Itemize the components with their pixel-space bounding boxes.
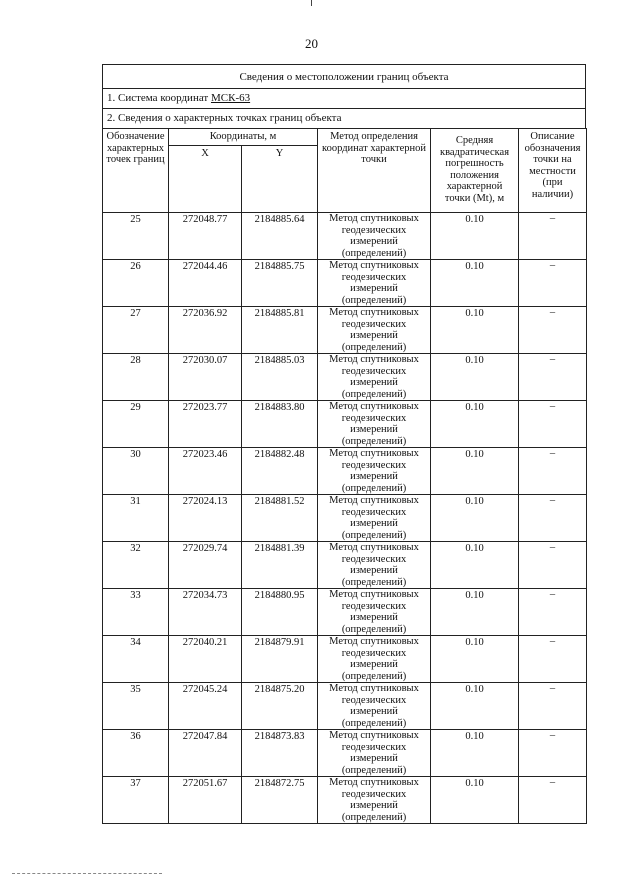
error: 0.10 <box>431 354 519 401</box>
point-number: 35 <box>103 683 169 730</box>
description: – <box>519 777 587 824</box>
coord-x: 272040.21 <box>169 636 242 683</box>
error: 0.10 <box>431 260 519 307</box>
coord-x: 272045.24 <box>169 683 242 730</box>
method: Метод спутниковых геодезических измерений (определений) <box>318 683 431 730</box>
coord-y: 2184881.39 <box>242 542 318 589</box>
coord-y: 2184882.48 <box>242 448 318 495</box>
coord-x: 272044.46 <box>169 260 242 307</box>
coord-y: 2184873.83 <box>242 730 318 777</box>
point-number: 31 <box>103 495 169 542</box>
header-description: Описание обозначения точки на местности (при наличии) <box>519 129 587 213</box>
table-row <box>103 777 587 824</box>
method: Метод спутниковых геодезических измерений (определений) <box>318 213 431 260</box>
description: – <box>519 213 587 260</box>
error: 0.10 <box>431 448 519 495</box>
coord-y: 2184883.80 <box>242 401 318 448</box>
error: 0.10 <box>431 683 519 730</box>
coord-x: 272036.92 <box>169 307 242 354</box>
error: 0.10 <box>431 401 519 448</box>
method: Метод спутниковых геодезических измерений (определений) <box>318 730 431 777</box>
page-number: 20 <box>305 36 318 51</box>
coord-y: 2184880.95 <box>242 589 318 636</box>
table-row <box>103 448 587 495</box>
table-row <box>103 401 587 448</box>
point-number: 32 <box>103 542 169 589</box>
coord-x: 272029.74 <box>169 542 242 589</box>
error: 0.10 <box>431 589 519 636</box>
coordinate-system-label: 1. Система координат <box>107 92 211 104</box>
table-row <box>103 636 587 683</box>
table-row <box>103 683 587 730</box>
method: Метод спутниковых геодезических измерений (определений) <box>318 495 431 542</box>
description: – <box>519 636 587 683</box>
error: 0.10 <box>431 495 519 542</box>
coord-y: 2184872.75 <box>242 777 318 824</box>
table-row <box>103 260 587 307</box>
coordinate-system-line <box>102 88 586 108</box>
header-method: Метод определения координат характерной точки <box>318 129 431 213</box>
method: Метод спутниковых геодезических измерений (определений) <box>318 589 431 636</box>
description: – <box>519 730 587 777</box>
table-row <box>103 730 587 777</box>
point-number: 25 <box>103 213 169 260</box>
coord-y: 2184885.75 <box>242 260 318 307</box>
section-title <box>102 64 586 88</box>
header-y: Y <box>242 146 318 213</box>
description: – <box>519 307 587 354</box>
coord-y: 2184885.64 <box>242 213 318 260</box>
table-row <box>103 542 587 589</box>
point-number: 26 <box>103 260 169 307</box>
table-row <box>103 213 587 260</box>
header-designation: Обозначение характерных точек границ <box>103 129 169 213</box>
coord-x: 272023.46 <box>169 448 242 495</box>
method: Метод спутниковых геодезических измерений (определений) <box>318 401 431 448</box>
boundary-points-table <box>102 128 587 824</box>
points-heading-text: 2. Сведения о характерных точках границ объекта <box>107 112 342 124</box>
description: – <box>519 683 587 730</box>
point-number: 29 <box>103 401 169 448</box>
description: – <box>519 542 587 589</box>
header-error: Средняя квадратическая погрешность положения характерной точки (Mt), м <box>431 129 519 213</box>
error: 0.10 <box>431 730 519 777</box>
method: Метод спутниковых геодезических измерений (определений) <box>318 307 431 354</box>
description: – <box>519 260 587 307</box>
points-heading <box>102 108 586 128</box>
point-number: 34 <box>103 636 169 683</box>
method: Метод спутниковых геодезических измерений (определений) <box>318 260 431 307</box>
table-row <box>103 589 587 636</box>
coord-y: 2184879.91 <box>242 636 318 683</box>
point-number: 27 <box>103 307 169 354</box>
error: 0.10 <box>431 307 519 354</box>
coord-x: 272024.13 <box>169 495 242 542</box>
coord-x: 272034.73 <box>169 589 242 636</box>
error: 0.10 <box>431 777 519 824</box>
point-number: 30 <box>103 448 169 495</box>
description: – <box>519 589 587 636</box>
description: – <box>519 448 587 495</box>
description: – <box>519 495 587 542</box>
point-number: 37 <box>103 777 169 824</box>
method: Метод спутниковых геодезических измерений (определений) <box>318 777 431 824</box>
point-number: 28 <box>103 354 169 401</box>
coordinate-system-value: МСК-63 <box>210 92 251 104</box>
coord-x: 272047.84 <box>169 730 242 777</box>
description: – <box>519 401 587 448</box>
section-title-text: Сведения о местоположении границ объекта <box>239 71 449 83</box>
scan-footer-mark <box>12 873 162 874</box>
coord-x: 272048.77 <box>169 213 242 260</box>
coord-x: 272051.67 <box>169 777 242 824</box>
error: 0.10 <box>431 542 519 589</box>
header-coordinates: Координаты, м <box>169 129 318 146</box>
table-row <box>103 495 587 542</box>
error: 0.10 <box>431 636 519 683</box>
method: Метод спутниковых геодезических измерений (определений) <box>318 354 431 401</box>
coord-y: 2184885.03 <box>242 354 318 401</box>
description: – <box>519 354 587 401</box>
coord-y: 2184875.20 <box>242 683 318 730</box>
coord-x: 272030.07 <box>169 354 242 401</box>
error: 0.10 <box>431 213 519 260</box>
coord-x: 272023.77 <box>169 401 242 448</box>
point-number: 36 <box>103 730 169 777</box>
table-row <box>103 307 587 354</box>
header-x: X <box>169 146 242 213</box>
method: Метод спутниковых геодезических измерений (определений) <box>318 542 431 589</box>
coord-y: 2184885.81 <box>242 307 318 354</box>
point-number: 33 <box>103 589 169 636</box>
method: Метод спутниковых геодезических измерений (определений) <box>318 636 431 683</box>
coord-y: 2184881.52 <box>242 495 318 542</box>
scan-top-mark <box>311 0 312 6</box>
table-row <box>103 354 587 401</box>
method: Метод спутниковых геодезических измерений (определений) <box>318 448 431 495</box>
